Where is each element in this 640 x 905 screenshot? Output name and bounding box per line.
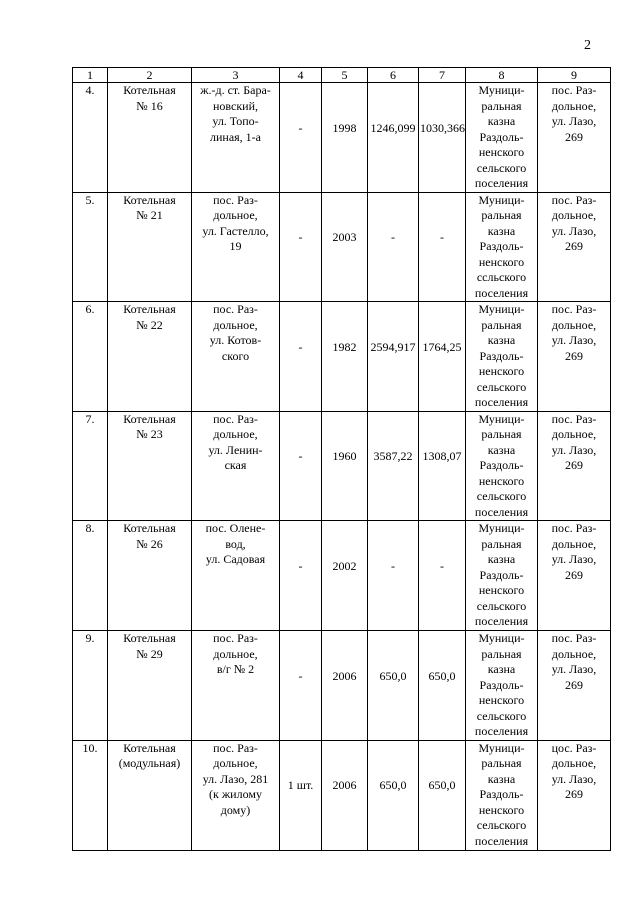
object-address: пос. Олене- вод, ул. Садовая [192,521,280,631]
residual-value: 1764,25 [419,302,466,412]
table-row [73,302,611,412]
object-address: пос. Раз- дольное, ул. Котов- ского [192,302,280,412]
table-row [73,83,611,193]
residual-value: 650,0 [419,631,466,741]
holder-address: пос. Раз- дольное, ул. Лазо, 269 [538,302,611,412]
property-table [72,67,611,851]
object-address: пос. Раз- дольное, ул. Ленин- ская [192,411,280,521]
table-row [73,411,611,521]
object-name: Котельная № 16 [108,83,192,193]
object-quantity: - [280,411,322,521]
object-year: 2003 [322,192,368,302]
row-number: 6. [73,302,108,412]
table-row [73,192,611,302]
column-number: 9 [538,68,611,83]
object-quantity: - [280,192,322,302]
residual-value: - [419,521,466,631]
row-number: 8. [73,521,108,631]
row-number: 4. [73,83,108,193]
object-year: 1998 [322,83,368,193]
owner: Муници- pальная казна Раздоль- ненского сельского поселения [466,302,538,412]
object-name: Котельная № 21 [108,192,192,302]
object-year: 2006 [322,631,368,741]
balance-value: 650,0 [368,631,419,741]
balance-value: 3587,22 [368,411,419,521]
row-number: 7. [73,411,108,521]
object-quantity: 1 шт. [280,740,322,850]
balance-value: - [368,192,419,302]
holder-address: цос. Раз- дольное, ул. Лазо, 269 [538,740,611,850]
residual-value: 650,0 [419,740,466,850]
row-number: 9. [73,631,108,741]
object-name: Котельная № 23 [108,411,192,521]
residual-value: - [419,192,466,302]
column-number: 6 [368,68,419,83]
column-number: 3 [192,68,280,83]
object-year: 1960 [322,411,368,521]
owner: Муници- pальная казна Раздоль- ненского сельского поселения [466,631,538,741]
holder-address: пос. Раз- дольное, ул. Лазо, 269 [538,83,611,193]
object-address: пос. Раз- дольное, ул. Лазо, 281 (к жилому дому) [192,740,280,850]
object-quantity: - [280,631,322,741]
balance-value: 2594,917 [368,302,419,412]
owner: Муници- pальная казна Раздоль- ненского сельского поселения [466,83,538,193]
holder-address: пос. Раз- дольное, ул. Лазо, 269 [538,631,611,741]
column-number: 8 [466,68,538,83]
balance-value: - [368,521,419,631]
object-year: 2002 [322,521,368,631]
row-number: 5. [73,192,108,302]
owner: Муници- pальная казна Раздоль- ненского сельского поселения [466,411,538,521]
holder-address: пос. Раз- дольное, ул. Лазо, 269 [538,411,611,521]
column-number: 4 [280,68,322,83]
object-quantity: - [280,302,322,412]
object-quantity: - [280,83,322,193]
owner: Муници- pальная казна Раздоль- ненского ссльского поселения [466,192,538,302]
page-number: 2 [584,38,591,53]
object-year: 1982 [322,302,368,412]
row-number: 10. [73,740,108,850]
residual-value: 1030,366 [419,83,466,193]
column-number: 5 [322,68,368,83]
object-name: Котельная (модульная) [108,740,192,850]
object-year: 2006 [322,740,368,850]
object-quantity: - [280,521,322,631]
balance-value: 1246,099 [368,83,419,193]
owner: Муници- pальная казна Раздоль- ненского сельского поселения [466,740,538,850]
table-row [73,740,611,850]
balance-value: 650,0 [368,740,419,850]
owner: Муници- pальная казна Раздоль- ненского сельского поселения [466,521,538,631]
holder-address: пос. Раз- дольное, ул. Лазо, 269 [538,192,611,302]
object-name: Котельная № 29 [108,631,192,741]
table-row [73,631,611,741]
column-number-row [73,68,611,83]
object-address: ж.-д. ст. Бара- новский, ул. Топо- линая, 1-а [192,83,280,193]
table-row [73,521,611,631]
column-number: 2 [108,68,192,83]
object-name: Котельная № 26 [108,521,192,631]
object-address: пос. Раз- дольное, в/г № 2 [192,631,280,741]
column-number: 1 [73,68,108,83]
holder-address: пос. Раз- дольное, ул. Лазо, 269 [538,521,611,631]
column-number: 7 [419,68,466,83]
residual-value: 1308,07 [419,411,466,521]
object-name: Котельная № 22 [108,302,192,412]
object-address: пос. Раз- дольное, ул. Гастелло, 19 [192,192,280,302]
